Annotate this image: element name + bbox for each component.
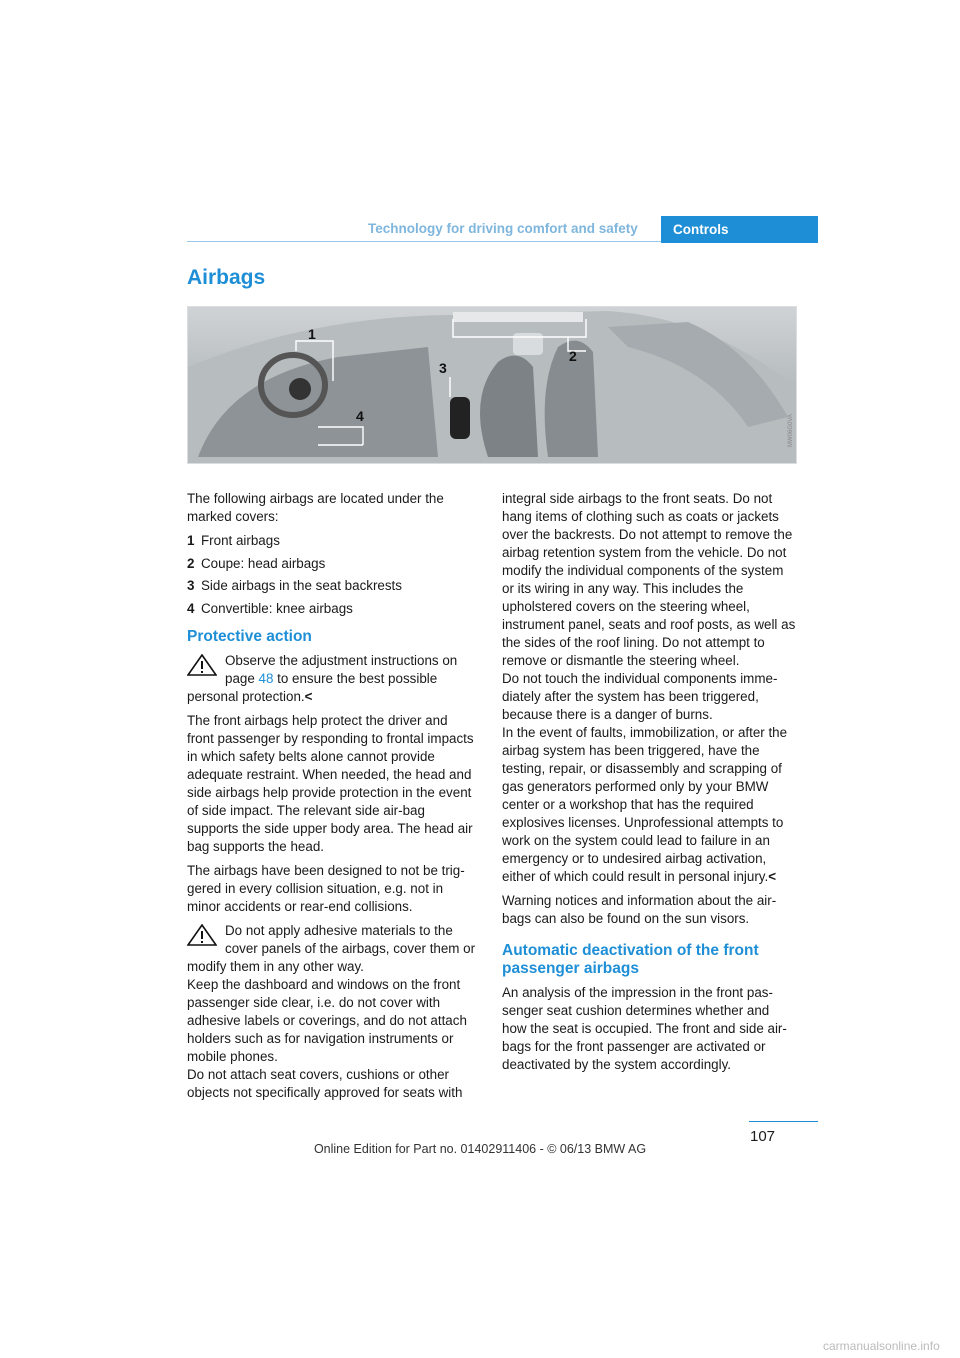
- intro-text: The following airbags are located under the marked covers:: [187, 491, 444, 524]
- left-column: [187, 490, 477, 1102]
- paragraph: The front airbags help protect the driver and front passenger by responding to frontal impacts in which safety belts alone cannot provide adequate restraint. When needed, the head and side airbags help provide protection in the event of side impact. The relevant side air-bag supports the side upper body area. The head air bag supports the head.: [187, 712, 474, 854]
- heading-auto-deactivation: Automatic deactivation of the front passenger airbags: [502, 942, 759, 977]
- footer-rule: [749, 1121, 818, 1122]
- callout-1: 1: [308, 326, 316, 342]
- list-item: 2 Coupe: head airbags: [187, 555, 326, 571]
- paragraph: Warning notices and information about the air-bags can also be found on the sun visors.: [502, 893, 777, 926]
- paragraph: Keep the dashboard and windows on the front passenger side clear, i.e. do not cover with adhesive labels or coverings, and do not attach holders such as for navigation instruments or mobile phones.: [187, 976, 467, 1064]
- header-rule: [187, 241, 661, 242]
- warning-icon: [187, 924, 217, 946]
- paragraph: An analysis of the impression in the front pas-senger seat cushion determines whether and how the seat is occupied. The front and side air-bags for the front passenger are activated or deactivated by the system accordingly.: [502, 985, 787, 1072]
- warning-adhesive: Do not apply adhesive materials to the cover panels of the airbags, cover them or modify them in any other way.: [187, 922, 476, 974]
- page-title: Airbags: [187, 266, 266, 289]
- callout-2: 2: [569, 348, 577, 364]
- header-section-title: Technology for driving comfort and safety: [368, 221, 638, 236]
- airbag-figure: [187, 306, 797, 464]
- callout-4: 4: [356, 408, 364, 424]
- page-link[interactable]: 48: [258, 670, 274, 686]
- list-item: 3 Side airbags in the seat backrests: [187, 578, 402, 593]
- callout-3: 3: [439, 360, 447, 376]
- warning-adjustment: Observe the adjustment instructions on page 48 to ensure the best possible personal protection.<: [187, 652, 458, 704]
- heading-protective-action: Protective action: [187, 627, 312, 645]
- paragraph: The airbags have been designed to not be trig-gered in every collision situation, e.g. not in minor accidents or rear-end collisions.: [187, 862, 465, 914]
- header-tab-label: Controls: [673, 222, 729, 237]
- figure-code: MW06G0VA: [788, 414, 794, 447]
- paragraph: integral side airbags to the front seats. Do not hang items of clothing such as coats or jackets over the backrests. Do not attempt to remove the airbag retention system from the vehicle. Do not modify the individual components of the system or its wiring in any way. This includes the upholstered covers on the steering wheel, instrument panel, seats and roof posts, as well as the sides of the roof lining. Do not attempt to remove or dismantle the steering wheel.: [502, 491, 796, 668]
- list-item: 1 Front airbags: [187, 533, 280, 548]
- list-item: 4 Convertible: knee airbags: [187, 600, 353, 616]
- header-tab: [661, 216, 818, 243]
- watermark: carmanualsonline.info: [823, 1339, 940, 1353]
- paragraph: Do not attach seat covers, cushions or other objects not specifically approved for seats with: [187, 1066, 463, 1100]
- car-interior-illustration: [188, 307, 796, 463]
- right-column: [502, 490, 796, 1080]
- warning-icon: [187, 654, 217, 676]
- paragraph: In the event of faults, immobilization, or after the airbag system has been triggered, have the testing, repair, or disassembly and scrapping of gas generators performed only by your BMW center or a workshop that has the required explosives licenses. Unprofessional attempts to work on the system could lead to failure in an emergency or to undesired airbag activation, either of which could result in personal injury.<: [502, 725, 788, 884]
- page-number: 107: [750, 1128, 776, 1145]
- footer-edition: Online Edition for Part no. 01402911406 - © 06/13 BMW AG: [313, 1142, 647, 1156]
- paragraph: Do not touch the individual components imme-diately after the system has been triggered, because there is a danger of burns.: [502, 671, 778, 722]
